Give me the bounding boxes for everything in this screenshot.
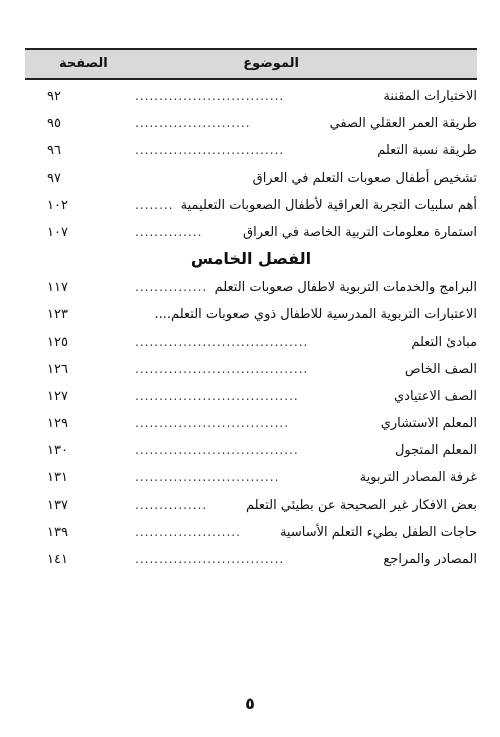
toc-entry [25,193,477,220]
toc-entry-title: المصادر والمراجع [383,552,477,567]
page-number: ٥ [245,694,255,713]
toc-entry-title: غرفة المصادر التربوية [359,470,477,486]
toc-entry-title: طريقة العمر العقلي الصفي [329,116,477,132]
toc-entry [25,166,477,193]
toc-entry-title: أهم سلبيات التجربة العراقية لأطفال الصعوبات التعليمية [180,197,477,213]
toc-entry-page: ١٣٧ [47,497,68,513]
toc-entry [25,84,477,111]
toc-leader-dots: ........ [135,197,174,212]
toc-entry [25,220,477,247]
chapter-heading [25,247,477,275]
toc-entry-title: الصف الاعتيادي [394,388,477,404]
toc-leader-dots: ............................... [135,89,285,103]
toc-entry-title: الاعتبارات التربوية المدرسية للاطفال ذوي صعوبات التعلم.... [154,307,477,323]
toc-leader-dots: .................................... [135,334,309,349]
toc-leader-dots: ................................ [135,416,290,431]
toc-entry-page: ١٤١ [47,552,68,567]
toc-leader-dots: .............. [135,224,203,239]
toc-entry-page: ٩٢ [47,89,61,104]
toc-leader-dots: .................................. [135,388,299,403]
toc-entry-page: ١٠٧ [47,224,68,240]
page-column-label: الصفحة [59,56,108,71]
toc-leader-dots: .............................. [135,470,280,485]
toc-entry-page: ١٢٥ [47,334,68,350]
toc-entry [25,302,477,329]
toc-entry-page: ١٣٩ [47,524,68,540]
toc-entry-title: المعلم الاستشاري [380,416,477,432]
toc-leader-dots: ............................... [135,552,285,566]
toc-entry-title: مبادئ التعلم [411,334,477,350]
toc-entry [25,384,477,411]
toc-entry-title: تشخيص أطفال صعوبات التعلم في العراق [252,170,477,186]
toc-entry [25,411,477,438]
toc-leader-dots: ...................... [135,524,241,539]
toc-entry-page: ١١٧ [47,280,68,296]
toc-entry [25,138,477,165]
toc-entry [25,438,477,465]
toc-entry-page: ١٣١ [47,470,68,486]
toc-leader-dots: ............................... [135,143,285,158]
chapter-title: الفصل الخامس [190,249,312,269]
toc-entry-title: حاجات الطفل بطيء التعلم الأساسية [279,524,477,540]
toc-leader-dots: ............... [135,280,208,295]
toc-entry [25,520,477,547]
toc-entry [25,357,477,384]
toc-entry-page: ١٢٣ [47,307,68,323]
toc-entry-title: المعلم المتجول [394,443,477,459]
toc-entry [25,547,477,574]
toc-entry-title: الاختبارات المقننة [383,89,477,104]
toc-entry [25,330,477,357]
toc-entry-page: ١٠٢ [47,197,68,213]
toc-leader-dots: .................................. [135,443,299,458]
toc-entry-page: ٩٥ [47,116,61,132]
toc-entry [25,275,477,302]
toc-entry-title: الصف الخاص [404,361,477,377]
toc-entry-page: ١٢٩ [47,416,68,432]
toc-entry-title: بعض الافكار غير الصحيحة عن بطيئي التعلم [245,497,477,513]
toc-entry [25,493,477,520]
topic-column-label: الموضوع [243,56,299,71]
toc-header [25,48,477,80]
toc-entry-title: استمارة معلومات التربية الخاصة في العراق [243,224,477,240]
toc-list [25,84,477,574]
toc-leader-dots: ........................ [135,116,251,131]
toc-entry-page: ١٣٠ [47,443,68,459]
toc-entry-page: ١٢٦ [47,361,68,377]
toc-entry-title: طريقة نسبة التعلم [377,143,477,159]
toc-entry-page: ١٢٧ [47,388,68,404]
toc-leader-dots: .................................... [135,361,309,376]
toc-entry-page: ٩٧ [47,170,61,186]
toc-entry [25,111,477,138]
toc-entry-page: ٩٦ [47,143,61,159]
toc-entry [25,465,477,492]
toc-entry-title: البرامج والخدمات التربوية لاطفال صعوبات التعلم [214,280,477,296]
toc-leader-dots: ............... [135,497,208,512]
